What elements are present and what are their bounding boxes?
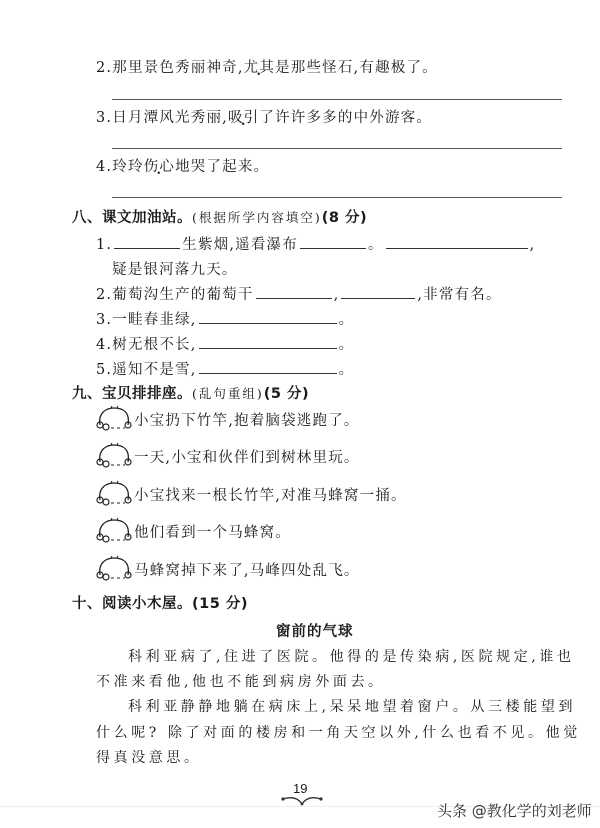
item-text: 树无根不长,: [112, 337, 197, 353]
section-note: (乱句重组): [192, 386, 264, 401]
item-number: 2.: [96, 287, 113, 303]
section-score: (5 分): [263, 386, 310, 402]
rewrite-item-3: [96, 106, 432, 127]
fill-item-3: [96, 308, 354, 329]
item-text: 葡萄沟生产的葡萄干: [112, 287, 254, 303]
item-text: 。: [338, 312, 355, 328]
rewrite-item-4: [96, 155, 269, 176]
order-bubble-icon[interactable]: [94, 555, 134, 581]
item-text: 。: [338, 337, 355, 353]
blank-field[interactable]: [199, 359, 337, 374]
item-text: 遥知不是雪,: [112, 362, 197, 378]
section-note: (根据所学内容填空): [192, 210, 322, 225]
item-text: 。: [338, 362, 355, 378]
item-text: ,: [333, 287, 340, 303]
sentence-text: 是那些怪石,有趣极了。: [275, 60, 438, 76]
item-number: 4.: [96, 337, 113, 353]
order-bubble-icon[interactable]: [94, 405, 134, 431]
sentence-2: 一天,小宝和伙伴们到树林里玩。: [134, 450, 360, 466]
blank-field[interactable]: [256, 284, 332, 299]
watermark: 头条 @教化学的刘老师: [437, 802, 592, 820]
fill-item-1: [96, 233, 535, 254]
section-title: 八、课文加油站。: [72, 210, 192, 226]
section-9-heading: [72, 382, 309, 403]
item-number: 5.: [96, 362, 113, 378]
story-line-3: 科利亚静静地躺在病床上,呆呆地望着窗户。从三楼能望到: [128, 699, 577, 715]
answer-line[interactable]: [112, 99, 562, 100]
sentence-5: 马蜂窝掉下来了,马峰四处乱飞。: [134, 563, 360, 579]
blank-field[interactable]: [114, 234, 180, 249]
sentence-text: 了许许多多的中外游客。: [259, 110, 433, 126]
sentence-text: 日月潭风光秀丽,: [112, 110, 228, 126]
page-number: 19: [293, 781, 308, 796]
story-line-1: 科利亚病了,住进了医院。他得的是传染病,医院规定,谁也: [128, 649, 575, 665]
sentence-1: 小宝扔下竹竿,抱着脑袋逃跑了。: [134, 413, 360, 429]
section-score: (15 分): [192, 596, 248, 612]
item-text: ,: [529, 237, 536, 253]
section-10-heading: [72, 592, 248, 613]
order-bubble-icon[interactable]: [94, 517, 134, 543]
blank-field[interactable]: [341, 284, 415, 299]
fill-item-2: [96, 283, 502, 304]
story-line-2: 不准来看他,他也不能到病房外面去。: [96, 674, 386, 690]
answer-line[interactable]: [112, 197, 562, 198]
order-bubble-icon[interactable]: [94, 480, 134, 506]
story-title: 窗前的气球: [276, 624, 354, 640]
rewrite-item-2: [96, 56, 438, 77]
item-number: 4.: [96, 159, 113, 175]
dotted-word: 伤心: [143, 159, 176, 175]
fill-item-4: [96, 333, 354, 354]
section-title: 九、宝贝排排座。: [72, 386, 192, 402]
sentence-4: 他们看到一个马蜂窝。: [134, 525, 291, 541]
item-text: 一畦春韭绿,: [112, 312, 197, 328]
section-8-heading: [72, 206, 367, 227]
item-number: 1.: [96, 237, 113, 253]
item-text: 。: [367, 237, 384, 253]
dotted-word: 尤其: [243, 60, 276, 76]
item-number: 2.: [96, 60, 113, 76]
blank-field[interactable]: [300, 234, 366, 249]
sentence-3: 小宝找来一根长竹竿,对准马蜂窝一捅。: [134, 488, 407, 504]
item-number: 3.: [96, 110, 113, 126]
fill-item-1-line2: 疑是银河落九天。: [112, 262, 238, 278]
story-line-5: 得真没意思。: [96, 750, 202, 766]
item-number: 3.: [96, 312, 113, 328]
blank-field[interactable]: [199, 309, 337, 324]
order-bubble-icon[interactable]: [94, 442, 134, 468]
blank-field[interactable]: [386, 234, 528, 249]
item-text: ,非常有名。: [417, 287, 502, 303]
dotted-word: 吸引: [227, 110, 260, 126]
sentence-text: 地哭了起来。: [175, 159, 270, 175]
story-line-4: 什么呢? 除了对面的楼房和一角天空以外,什么也看不见。他觉: [96, 725, 581, 741]
sentence-text: 玲玲: [112, 159, 144, 175]
section-title: 十、阅读小木屋。: [72, 596, 192, 612]
section-score: (8 分): [321, 210, 368, 226]
fill-item-5: [96, 358, 354, 379]
item-text: 生紫烟,遥看瀑布: [182, 237, 298, 253]
blank-field[interactable]: [199, 334, 337, 349]
sentence-text: 那里景色秀丽神奇,: [112, 60, 244, 76]
answer-line[interactable]: [112, 148, 562, 149]
